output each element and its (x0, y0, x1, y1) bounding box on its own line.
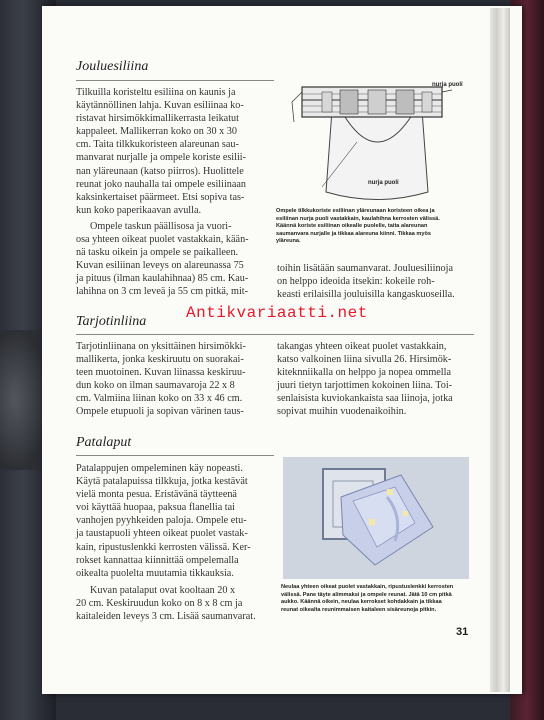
label-right-side: nurja puoli (432, 82, 463, 88)
text-line: katso valkoinen liina sivulla 26. Hirsimök- (277, 354, 452, 366)
potholder-illustration (283, 457, 469, 579)
text-line: on helppo ideoida itsekin: kokeile roh- (277, 276, 435, 288)
caption-line: esiliinan nurja puoli vastakkain, kaulahihna kerrosten välissä. (276, 215, 440, 222)
text-line: osa yhteen oikeat puolet vastakkain, kään- (76, 234, 249, 246)
watermark-text: Antikvariaatti.net (186, 304, 368, 322)
text-line: mallikerta, jonka keskiruutu on suorakai- (76, 354, 244, 366)
text-line: nan yläreunaan (katso piirros). Huolittele (76, 165, 244, 177)
text-line: Käytä patalapuissa tilkkuja, jotka kestävät (76, 476, 248, 488)
section-title-tarjotinliina: Tarjotinliina (76, 314, 147, 329)
text-line: rokset kannattaa kiinnittää ompelemalla (76, 554, 239, 566)
text-line: oikealta puolelta muutamia tikkauksia. (76, 567, 234, 579)
jouluesiliina-continuation (277, 262, 473, 301)
page-stack-edge (490, 8, 510, 692)
text-line: reunat joko nauhalla tai ompele esiliinaan (76, 178, 247, 190)
caption-line: välissä. Pane täyte alimmaksi ja ompele reunat. Jätä 10 cm pitkä (281, 591, 452, 598)
text-line: Patalappujen ompeleminen käy nopeasti. (76, 463, 243, 474)
jouluesiliina-para1 (76, 86, 270, 217)
patalaput-para2 (76, 584, 270, 623)
text-line: voi käyttää huopaa, paksua flanellia tai (76, 502, 235, 514)
section-rule (76, 80, 274, 81)
text-line: takangas yhteen oikeat puolet vastakkain, (277, 341, 447, 352)
caption-line: Ompele tilkkukoriste esiliinan yläreunaan koristeen oikea ja (276, 208, 435, 214)
text-line: senlaisista kuviokankaista saa liinoja, jotka (277, 393, 453, 405)
text-line: Ompele taskun päällisosa ja vuori- (90, 221, 232, 232)
text-line: juuri tietyn tarjottimen kokoinen liina. Toi- (277, 380, 453, 392)
text-line: Tarjotinliinana on yksittäinen hirsimökki- (76, 341, 246, 352)
tarjotinliina-left (76, 340, 270, 419)
page-number: 31 (456, 626, 469, 638)
patalaput-para1 (76, 462, 270, 580)
text-line: vanhojen pyyhkeiden paloja. Ompele etu- (76, 515, 247, 527)
section-title-jouluesiliina: Jouluesiliina (76, 59, 149, 74)
text-line: Kuvan esiliinan leveys on alareunassa 75 (76, 260, 244, 272)
potholder-photo (283, 457, 469, 579)
text-line: kaksinkertaiset päärmeet. Etsi sopiva tas- (76, 191, 245, 203)
text-line: kiteknniikalla on helppo ja nopea ommella (277, 367, 451, 379)
text-line: cm. Valmiina liinan koko on 33 x 46 cm. (76, 393, 243, 405)
text-line: sopivat muihin vuodenaikoihin. (277, 406, 407, 418)
text-line: keasti erilaisilla jouluisilla kangaskuoseilla. (277, 289, 455, 301)
section-title-patalaput: Patalaput (76, 435, 132, 450)
caption-line: saumanvara nurjalle ja tikkaa alareuna kiinni. Tikkaa myös (276, 230, 432, 237)
text-line: dun koko on ilman saumavaroja 22 x 8 (76, 380, 235, 392)
caption-line: yläreuna. (276, 238, 301, 245)
caption-line: aukko. Käännä oikein, neulaa kerrokset kohdakkain ja tikkaa (281, 599, 442, 606)
apron-caption (276, 208, 476, 246)
text-line: Ompele etupuoli ja sopivan värinen taus- (76, 406, 244, 418)
jouluesiliina-para2 (76, 220, 270, 299)
text-line: kain, ripustuslenkki kerrosten välissä. Ker- (76, 541, 251, 553)
text-line: kappaleet. Mallikerran koko on 30 x 30 (76, 126, 237, 138)
background-lamp (0, 330, 48, 470)
caption-line: Neulaa yhteen oikeat puolet vastakkain, ripustuslenkki kerrosten (281, 584, 454, 590)
text-line: Kuvan patalaput ovat kooltaan 20 x (90, 585, 236, 596)
tarjotinliina-right (277, 340, 473, 419)
text-line: kun koko paperikaavan avulla. (76, 204, 202, 216)
text-line: ja taustapuoli yhteen oikeat puolet vastak- (76, 528, 248, 540)
text-line: 20 cm. Keskiruudun koko on 8 x 8 cm ja (76, 598, 243, 610)
text-line: ristavat hirsimökkimallikerrasta leikatut (76, 113, 239, 125)
text-line: lahihna on 3 cm leveä ja 55 cm pitkä, mit- (76, 286, 249, 298)
text-line: toihin lisätään saumanvarat. Jouluesiliinoja (277, 263, 453, 274)
text-line: ja pituus (ilman kaulahihnaa) 85 cm. Kau- (76, 273, 249, 285)
text-line: teen muotoinen. Kuvan liinassa keskiruu- (76, 367, 246, 379)
label-wrong-side: nurja puoli (368, 180, 399, 186)
caption-line: reunat oikealta reunimmaisen kaitaleen sisäreunoja pitkin. (281, 606, 437, 613)
text-line: vielä monta pesua. Eristävänä täytteenä (76, 489, 237, 501)
section-rule (76, 455, 274, 456)
section-rule (76, 334, 474, 335)
text-line: manvarat nurjalle ja ompele koriste esilii- (76, 152, 247, 164)
text-line: cm. Taita tilkkukoristeen alareunan sau- (76, 139, 239, 151)
text-line: käytännöllinen lahja. Kuvan esiliinaa ko- (76, 100, 244, 112)
text-line: Tilkuilla koristeltu esiliina on kaunis ja (76, 87, 236, 98)
caption-line: Käännä koriste esiliinan oikealle puolelle, taita alareunan (276, 223, 428, 230)
text-line: kaitaleiden leveys 3 cm. Lisää saumanvarat. (76, 611, 256, 623)
potholder-caption (281, 584, 473, 614)
text-line: nä tasku oikein ja ompele se paikalleen. (76, 247, 239, 259)
